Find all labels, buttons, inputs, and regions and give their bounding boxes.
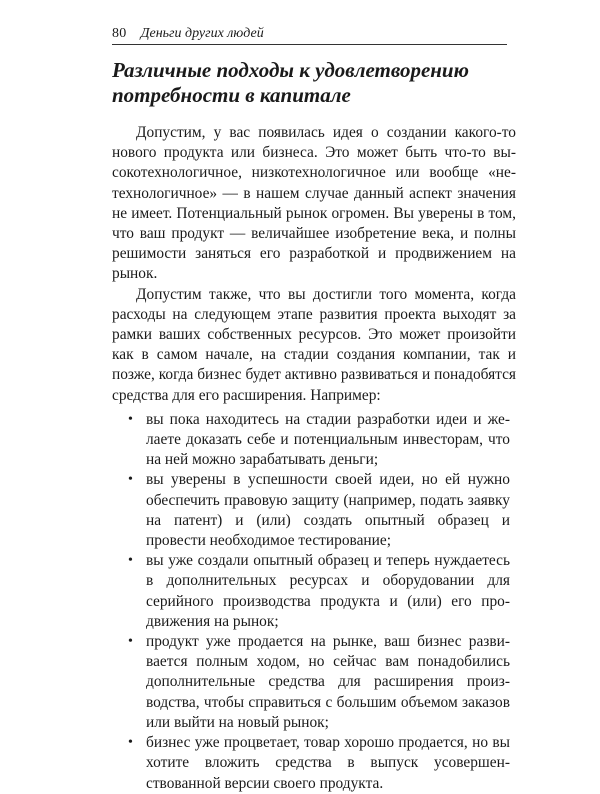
- list-item: [112, 551, 516, 632]
- bullet-icon: •: [128, 411, 133, 427]
- list-item-text: вы уже создали опытный образец и теперь нуждаетесь в дополнительных ресурсах и оборудовании для серийного производства продукта и (или) его продвижения на рынок;: [146, 552, 510, 630]
- list-item: [112, 632, 516, 733]
- body-text: [112, 123, 516, 794]
- paragraph-1: Допустим, у вас появилась идея о создании какого-то нового продукта или бизнеса. Это может быть что-то высокотехнологичное, низкотехнологичное или вообще «нетехнологичное» — в нашем случае данный аспект значения не имеет. Потенциальный рынок огромен. Вы уверены в том, что ваш продукт — величайшее изобретение века, и полны решимости заняться его разработкой и продвижением на рынок.: [112, 124, 516, 283]
- list-item-text: продукт уже продается на рынке, ваш бизнес развивается полным ходом, но сейчас вам понадобились дополнительные средства для расширения производства, чтобы справиться с большим объемом заказов или выйти на новый рынок;: [146, 633, 510, 731]
- section-title: Различные подходы к удовлетворению потребности в капитале: [112, 58, 469, 107]
- bullet-icon: •: [128, 472, 133, 488]
- running-header: [112, 26, 507, 45]
- list-item-text: бизнес уже процветает, товар хорошо продается, но вы хотите вложить средства в выпуск усовершенствованной версии своего продукта.: [146, 734, 510, 792]
- list-item: [112, 733, 516, 794]
- page-number: 80: [112, 26, 127, 41]
- paragraph-2: Допустим также, что вы достигли того момента, когда расходы на следующем этапе развития проекта выходят за рамки ваших собственных ресурсов. Это может произойти как в самом начале, на стадии создания компании, так и позже, когда бизнес будет активно развиваться и понадобятся средства для его расширения. Например:: [112, 285, 516, 404]
- bullet-icon: •: [128, 634, 133, 650]
- list-item-text: вы уверены в успешности своей идеи, но ей нужно обеспечить правовую защиту (например, подать заявку на патент) и (или) создать опытный образец и провести необходимое тестирование;: [146, 471, 510, 550]
- list-item-text: вы пока находитесь на стадии разработки идеи и желаете доказать себе и потенциальным инвесторам, что на ней можно зарабатывать деньги;: [146, 410, 510, 469]
- bullet-list: [112, 410, 516, 794]
- list-item: [112, 470, 516, 551]
- bullet-icon: •: [128, 735, 133, 751]
- book-title: Деньги других людей: [140, 26, 264, 41]
- book-page: [112, 26, 516, 794]
- list-item: [112, 410, 516, 471]
- bullet-icon: •: [128, 553, 133, 569]
